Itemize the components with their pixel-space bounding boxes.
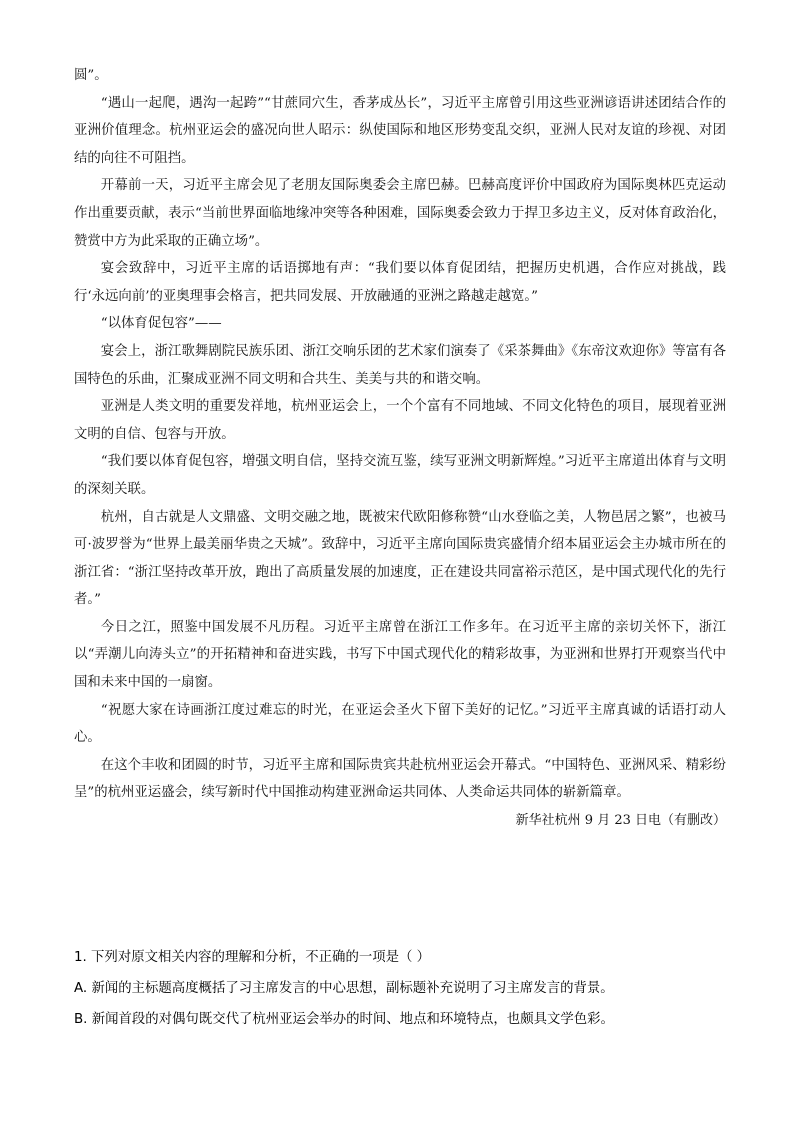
question-stem: 1. 下列对原文相关内容的理解和分析，不正确的一项是（ ） (74, 950, 431, 965)
article-paragraph: 开幕前一天，习近平主席会见了老朋友国际奥委会主席巴赫。巴赫高度评价中国政府为国际奥林匹克运动作出重要贡献，表示“当前世界面临地缘冲突等各种困难，国际奥委会致力于捍卫多边主义，反对体育政治化，赞赏中方为此采取的正确立场”。 (74, 178, 726, 249)
option-b: B. 新闻首段的对偶句既交代了杭州亚运会举办的时间、地点和环境特点，也颇具文学色彩。 (74, 1012, 614, 1027)
article-paragraph: 宴会上，浙江歌舞剧院民族乐团、浙江交响乐团的艺术家们演奏了《采茶舞曲》《东帝汶欢迎你》等富有各国特色的乐曲，汇聚成亚洲不同文明和合共生、美美与共的和谐交响。 (74, 343, 726, 387)
article-paragraph: 圆”。 (74, 68, 108, 83)
news-article (74, 62, 726, 835)
article-paragraph: “祝愿大家在诗画浙江度过难忘的时光，在亚运会圣火下留下美好的记忆。”习近平主席真诚的话语打动人心。 (74, 702, 726, 746)
article-paragraph: 在这个丰收和团圆的时节，习近平主席和国际贵宾共赴杭州亚运会开幕式。“中国特色、亚洲风采、精彩纷呈”的杭州亚运盛会，续写新时代中国推动构建亚洲命运共同体、人类命运共同体的崭新篇章。 (74, 757, 726, 801)
article-paragraph: 宴会致辞中，习近平主席的话语掷地有声：“我们要以体育促团结，把握历史机遇，合作应对挑战，践行‘永远向前’的亚奥理事会格言，把共同发展、开放融通的亚洲之路越走越宽。” (74, 261, 726, 304)
article-paragraph: “遇山一起爬，遇沟一起跨”“甘蔗同穴生，香茅成丛长”，习近平主席曾引用这些亚洲谚语讲述团结合作的亚洲价值理念。杭州亚运会的盛况向世人昭示：纵使国际和地区形势变乱交织，亚洲人民对友谊的珍视、对团结的向往不可阻挡。 (74, 95, 726, 166)
article-paragraph: “我们要以体育促包容，增强文明自信，坚持交流互鉴，续写亚洲文明新辉煌。”习近平主席道出体育与文明的深刻关联。 (74, 454, 726, 497)
article-paragraph: 今日之江，照鉴中国发展不凡历程。习近平主席曾在浙江工作多年。在习近平主席的亲切关怀下，浙江以“弄潮儿向涛头立”的开拓精神和奋进实践，书写下中国式现代化的精彩故事，为亚洲和世界打开观察当代中国和未来中国的一扇窗。 (74, 619, 726, 691)
section-heading: “以体育促包容”—— (100, 316, 222, 332)
article-signature: 新华社杭州 9 月 23 日电（有删改） (515, 813, 726, 829)
question-block (74, 942, 734, 1035)
article-paragraph: 杭州，自古就是人文鼎盛、文明交融之地，既被宋代欧阳修称赞“山水登临之美，人物邑居之繁”，也被马可·波罗誉为“世界上最美丽华贵之天城”。致辞中，习近平主席向国际贵宾盛情介绍本届亚运会主办城市所在的浙江省：“浙江坚持改革开放，跑出了高质量发展的加速度，正在建设共同富裕示范区，是中国式现代化的先行者。” (74, 509, 726, 608)
article-paragraph: 亚洲是人类文明的重要发祥地，杭州亚运会上，一个个富有不同地域、不同文化特色的项目，展现着亚洲文明的自信、包容与开放。 (74, 399, 726, 442)
option-a: A. 新闻的主标题高度概括了习主席发言的中心思想，副标题补充说明了习主席发言的背景。 (74, 981, 614, 996)
